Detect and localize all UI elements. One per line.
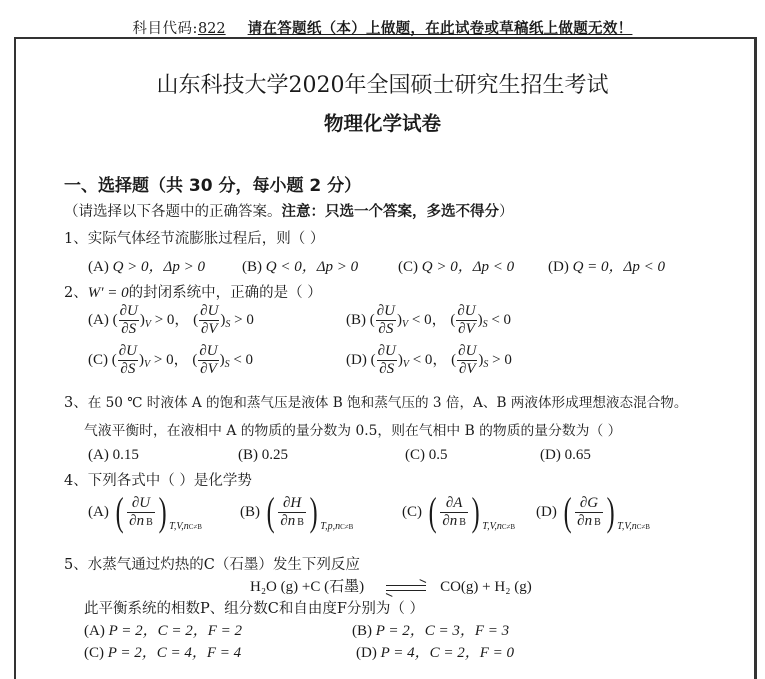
option-text: Q = 0，Δp < 0 [572,259,665,275]
q4-option-c: (C) ( $\frac{\partial A}{\text{∂n B}}$ ) T,V,nC≠B [402,489,516,534]
denominator-subscript: B [594,516,601,528]
denominator-text: ∂n [280,512,296,529]
condition: < 0 [233,351,254,368]
partial-derivative [377,344,397,377]
subscript-sub: C≠B [636,523,650,531]
constraint-subscript [617,521,650,532]
option-label: (B) [352,623,372,639]
q5-option-b [352,619,509,640]
subscript: V [144,318,151,330]
denominator: ∂V [200,321,218,337]
exam-subtitle: 物理化学试卷 [323,112,441,135]
constraint-subscript [169,521,202,532]
instruction-close: ） [499,204,514,220]
condition: > 0， [153,351,189,368]
partial-derivative [457,344,477,377]
constraint-subscript [320,521,353,532]
question-variable: W′ = 0 [87,285,129,301]
condition: < 0， [411,311,447,328]
subscript-sub: C≠B [501,523,516,531]
numerator: ∂U [376,303,395,319]
q1-option-a [88,255,205,276]
partial-derivative [376,304,396,337]
option-text: 0.65 [564,447,591,463]
question-number: 3、 [64,395,88,411]
q2-option-b: (B) ( $\frac{\partial U}{\partial S}$ )$_V < 0$， ( $\frac{\partial U}{\partial V}$ )$_S < 0$ [346,303,512,337]
reactants: H₂O (g) +C (石墨) [250,579,365,595]
q4-option-d: (D) ( $\frac{\partial G}{\text{∂n B}}$ ) T,V,nC≠B [536,489,650,534]
denominator-subscript: B [459,516,466,528]
option-text: 0.5 [428,447,448,463]
reaction-equation [250,575,532,596]
option-label: (B) [238,447,258,463]
option-text: P = 2，C = 4，F = 4 [107,645,242,661]
numerator: ∂U [127,496,155,513]
numerator: ∂A [440,496,468,513]
question-text: 的封闭系统中，正确的是（ ） [128,285,322,301]
numerator: ∂U [377,343,396,359]
subject-code-label: 科目代码: [132,21,198,37]
q1-option-c [398,255,514,276]
denominator-subscript: B [146,516,153,528]
partial-derivative [575,496,603,529]
subscript: V [144,358,151,370]
partial-derivative [199,304,219,337]
q3-option-c [405,447,448,464]
denominator-text: ∂n [129,512,145,529]
option-label: (C) [88,351,108,368]
option-text: Q > 0，Δp < 0 [421,259,515,275]
subscript: S [483,358,489,370]
subject-code: 822 [197,21,226,37]
partial-derivative [456,304,476,337]
q4-option-a: (A) ( $\frac{\partial U}{\text{∂n B}}$ ) T,V,nC≠B [88,489,202,534]
exam-header [0,17,765,38]
q3-option-d [540,447,591,464]
denominator [575,513,603,529]
constraint-subscript [482,521,515,532]
subscript-sub: C≠B [340,523,354,531]
numerator: ∂H [278,496,306,513]
subscript-text: T,p,n [320,521,341,532]
subscript: S [482,318,488,330]
section-instruction [64,200,514,221]
section-heading: 一、选择题（共 30 分，每小题 2 分） [64,176,362,196]
option-text: 0.25 [261,447,288,463]
subscript-text: T,V,n [617,521,637,532]
option-text: Q > 0，Δp > 0 [112,259,205,275]
option-label: (D) [346,351,367,368]
denominator-text: ∂n [442,512,458,529]
question-number: 1、 [64,231,88,247]
numerator: ∂G [575,496,603,513]
partial-derivative [127,496,155,529]
question-text: 实际气体经节流膨胀过程后，则（ ） [87,231,325,247]
condition: < 0， [412,351,448,368]
instruction-text: （请选择以下各题中的正确答案。 [64,204,282,220]
denominator: ∂S [121,321,137,337]
q4-option-b: (B) ( $\frac{\partial H}{\text{∂n B}}$ ) T,p,nC≠B [240,489,354,534]
denominator [127,513,155,529]
question-1-stem [64,227,324,248]
option-label: (C) [405,447,425,463]
option-label: (A) [88,503,109,520]
denominator: ∂V [458,361,476,377]
denominator [440,513,468,529]
q2-option-c: (C) ( $\frac{\partial U}{\partial S}$ )$_V > 0$， ( $\frac{\partial U}{\partial V}$ )$_S < 0$ [88,343,254,377]
option-text: Q < 0，Δp > 0 [265,259,359,275]
question-5-stem2: 此平衡系统的相数P、组分数C和自由度F分别为（ ） [84,601,425,617]
denominator: ∂S [379,361,395,377]
exam-title: 山东科技大学2020年全国硕士研究生招生考试 [156,73,609,98]
option-label: (B) [346,311,366,328]
products: CO(g) + H₂ (g) [440,579,532,595]
numerator: ∂U [118,343,137,359]
q2-option-a: (A) ( $\frac{\partial U}{\partial S}$ )$_V > 0$， ( $\frac{\partial U}{\partial V}$ )$_S > 0$ [88,303,254,337]
subscript-text: T,V,n [169,521,189,532]
q2-option-d: (D) ( $\frac{\partial U}{\partial S}$ )$_V < 0$， ( $\frac{\partial U}{\partial V}$ )$_S > 0$ [346,343,512,377]
subscript: V [402,318,409,330]
partial-derivative [119,304,139,337]
partial-derivative [118,344,138,377]
condition: > 0 [234,311,254,328]
option-label: (C) [84,645,104,661]
equilibrium-arrow-icon [386,584,426,592]
option-label: (D) [548,259,569,275]
answer-sheet-warning: 请在答题纸（本）上做题，在此试卷或草稿纸上做题无效！ [247,20,633,37]
option-label: (C) [398,259,418,275]
numerator: ∂U [457,303,476,319]
option-label: (C) [402,503,422,520]
denominator [278,513,306,529]
numerator: ∂U [119,303,138,319]
partial-derivative [198,344,218,377]
numerator: ∂U [458,343,477,359]
question-3-stem [64,391,688,412]
q3-option-a [88,447,139,464]
question-5-stem [64,553,360,574]
condition: > 0 [492,351,512,368]
denominator-text: ∂n [577,512,593,529]
subscript-text: T,V,n [482,521,502,532]
q1-option-d [548,255,665,276]
subscript-sub: C≠B [188,523,202,531]
option-label: (A) [84,623,105,639]
q5-option-c [84,641,241,662]
numerator: ∂U [199,343,218,359]
denominator-subscript: B [297,516,304,528]
question-text: 在 50 ℃ 时液体 A 的饱和蒸气压是液体 B 饱和蒸气压的 3 倍，A、B 两液体形成理想液态混合物。 [87,395,688,411]
q5-option-d [356,641,514,662]
option-label: (B) [242,259,262,275]
option-label: (A) [88,259,109,275]
option-label: (D) [536,503,557,520]
question-4-stem [64,469,252,490]
subscript: S [224,358,230,370]
q1-option-b [242,255,358,276]
subscript: V [402,358,409,370]
option-label: (A) [88,447,109,463]
condition: > 0， [154,311,190,328]
denominator: ∂S [378,321,394,337]
q5-option-a [84,619,242,640]
option-text: P = 2，C = 2，F = 2 [108,623,243,639]
partial-derivative [278,496,306,529]
q3-option-b [238,447,288,464]
question-number: 4、 [64,473,88,489]
question-number: 5、 [64,557,88,573]
option-label: (D) [540,447,561,463]
option-label: (B) [240,503,260,520]
denominator: ∂V [200,361,217,377]
question-2-stem [64,281,322,302]
option-label: (A) [88,311,109,328]
option-text: 0.15 [112,447,139,463]
numerator: ∂U [200,303,219,319]
subscript: S [225,318,231,330]
denominator: ∂S [120,361,136,377]
question-text: 水蒸气通过灼热的C（石墨）发生下列反应 [87,557,360,573]
partial-derivative [440,496,468,529]
question-3-stem-line2: 气液平衡时，在液相中 A 的物质的量分数为 0.5，则在气相中 B 的物质的量分数为（ ） [84,423,622,439]
instruction-note: 注意：只选一个答案，多选不得分 [281,204,499,220]
condition: < 0 [491,311,512,328]
option-text: P = 4，C = 2，F = 0 [380,645,515,661]
question-text: 下列各式中（ ）是化学势 [87,473,252,489]
option-text: P = 2，C = 3，F = 3 [375,623,510,639]
option-label: (D) [356,645,377,661]
question-number: 2、 [64,285,88,301]
denominator: ∂V [458,321,475,337]
